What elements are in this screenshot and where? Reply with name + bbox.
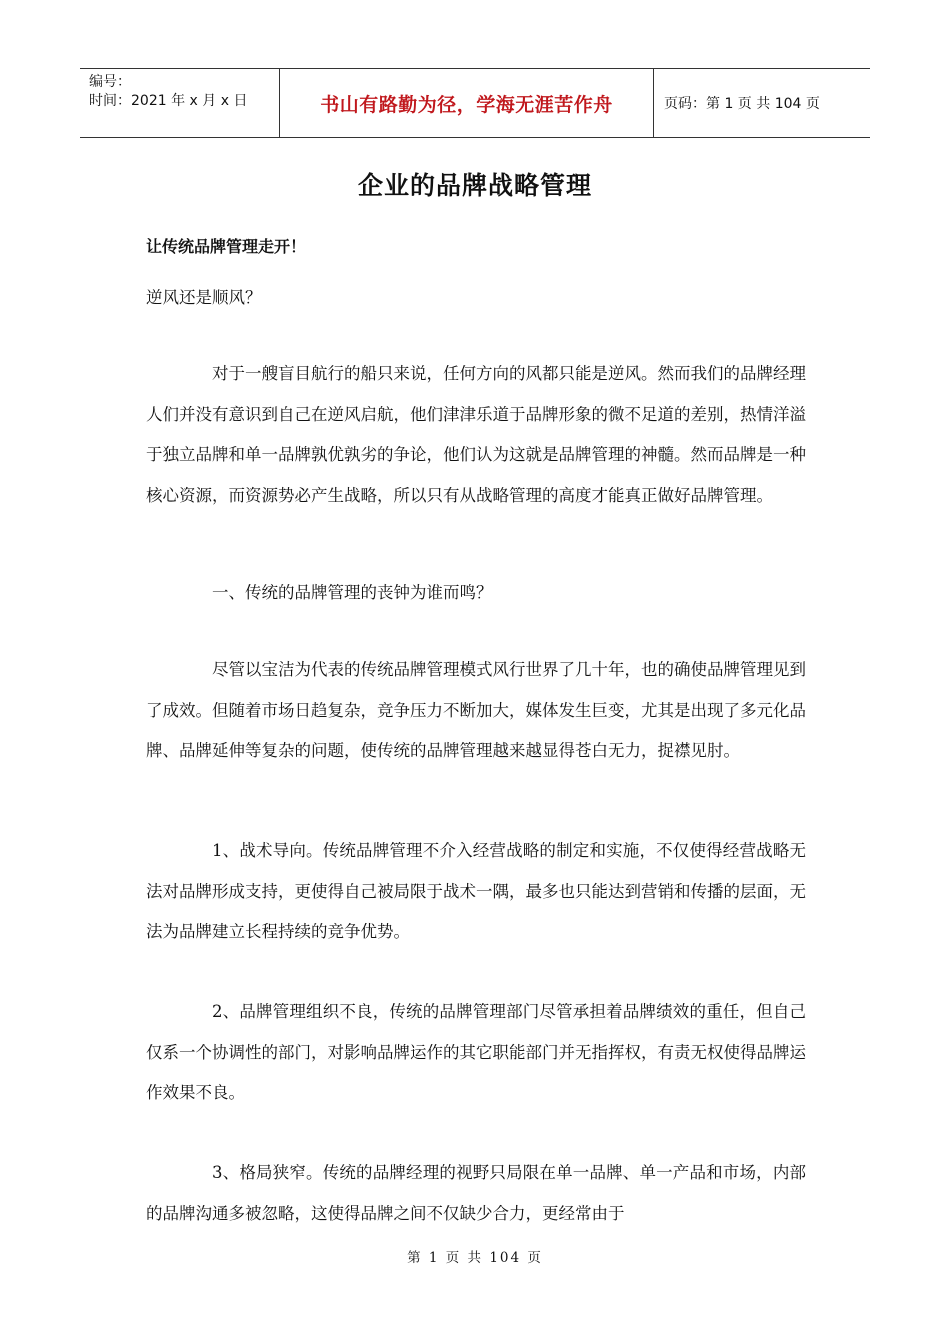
page-header <box>80 68 870 138</box>
section-heading: 一、传统的品牌管理的丧钟为谁而鸣？ <box>212 583 493 602</box>
paragraph: 对于一艘盲目航行的船只来说，任何方向的风都只能是逆风。然而我们的品牌经理人们并没有意识到自己在逆风启航，他们津津乐道于品牌形象的微不足道的差别，热情洋溢于独立品牌和单一品牌孰优孰劣的争论，他们认为这就是品牌管理的神髓。然而品牌是一种核心资源，而资源势必产生战略，所以只有从战略管理的高度才能真正做好品牌管理。 <box>146 364 806 505</box>
paragraph: 3、格局狭窄。传统的品牌经理的视野只局限在单一品牌、单一产品和市场，内部的品牌沟通多被忽略，这使得品牌之间不仅缺少合力，更经常由于 <box>146 1163 806 1223</box>
motto: 书山有路勤为径，学海无涯苦作舟 <box>280 69 654 137</box>
number-label: 编号： <box>89 74 131 90</box>
paragraph: 2、品牌管理组织不良，传统的品牌管理部门尽管承担着品牌绩效的重任，但自己仅系一个协调性的部门，对影响品牌运作的其它职能部门并无指挥权，有责无权使得品牌运作效果不良。 <box>146 1002 806 1102</box>
subtitle: 让传统品牌管理走开！ <box>146 237 307 256</box>
header-meta <box>80 69 280 137</box>
document-title: 企业的品牌战略管理 <box>357 171 592 200</box>
paragraph: 1、战术导向。传统品牌管理不介入经营战略的制定和实施，不仅使得经营战略无法对品牌形成支持，更使得自己被局限于战术一隅，最多也只能达到营销和传播的层面，无法为品牌建立长程持续的竞争优势。 <box>146 841 806 941</box>
question-line: 逆风还是顺风？ <box>146 288 262 307</box>
page-footer: 第 1 页 共 104 页 <box>407 1250 543 1266</box>
header-page-info: 页码：第 1 页 共 104 页 <box>664 96 820 112</box>
paragraph: 尽管以宝洁为代表的传统品牌管理模式风行世界了几十年，也的确使品牌管理见到了成效。但随着市场日趋复杂，竞争压力不断加大，媒体发生巨变，尤其是出现了多元化品牌、品牌延伸等复杂的问题，使传统的品牌管理越来越显得苍白无力，捉襟见肘。 <box>146 660 806 760</box>
time-label: 时间：2021 年 x 月 x 日 <box>89 93 248 109</box>
